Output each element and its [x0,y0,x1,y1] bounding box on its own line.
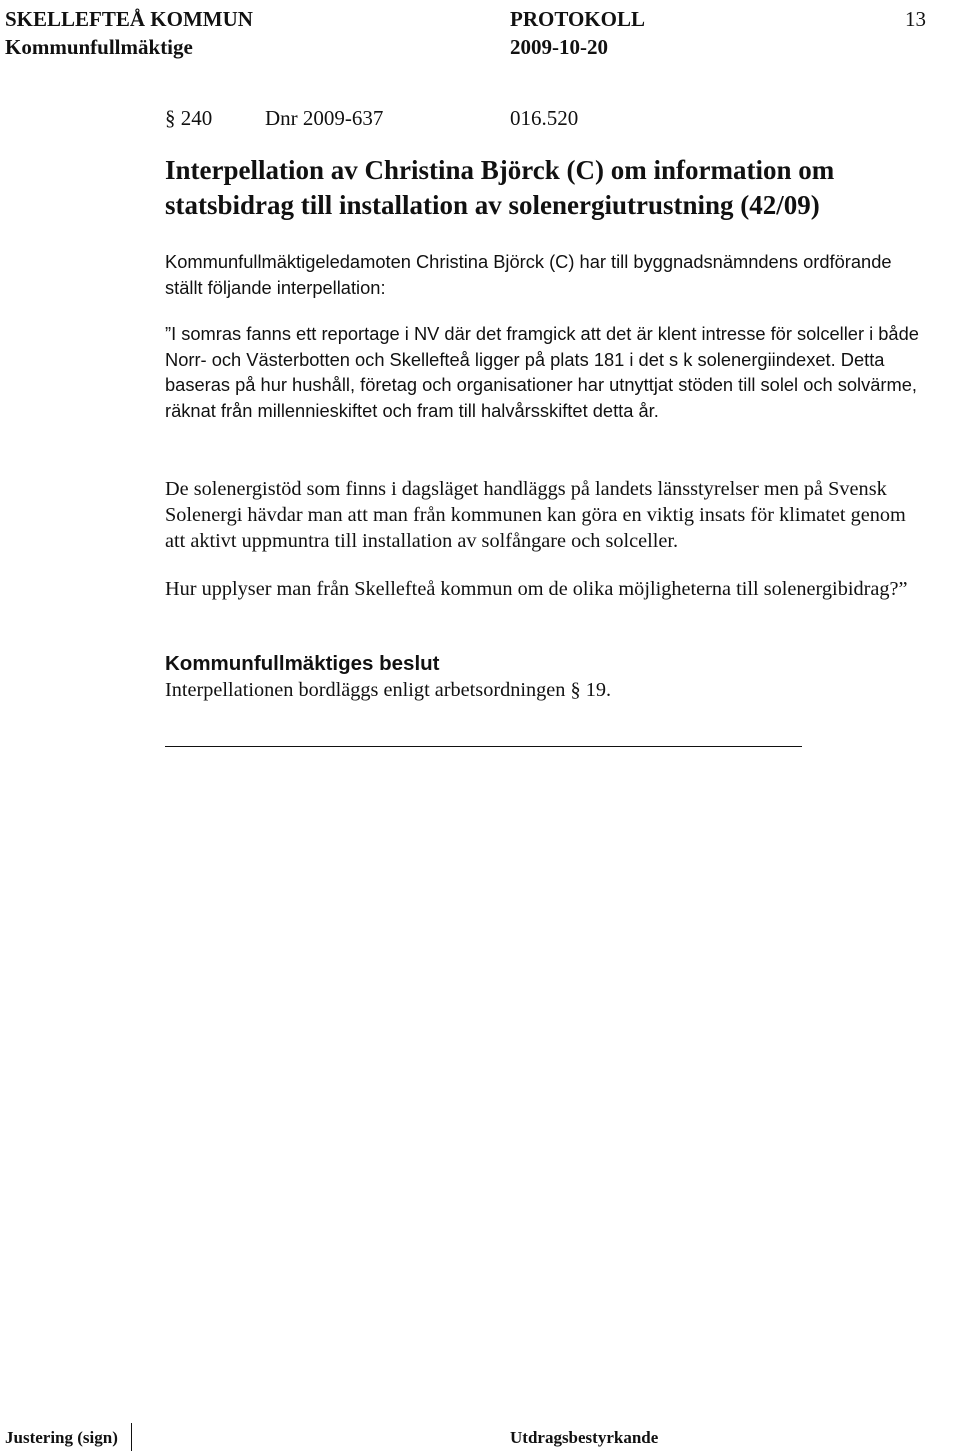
section-number: § 240 [165,106,213,130]
header-org: SKELLEFTEÅ KOMMUN [5,7,253,31]
header-doc-type: PROTOKOLL [510,7,645,31]
page-title: Interpellation av Christina Björck (C) om information om statsbidrag till installation av solenergiutrustning (42/09) [165,155,835,220]
page-number: 13 [905,7,926,31]
decision-text: Interpellationen bordläggs enligt arbetsordningen § 19. [165,679,612,701]
end-rule [165,746,802,747]
quote-paragraph-3: Hur upplyser man från Skellefteå kommun om de olika möjligheterna till solenergibidrag?” [165,578,908,600]
footer-justering: Justering (sign) [5,1428,118,1447]
header-right [905,5,926,33]
intro-paragraph: Kommunfullmäktigeledamoten Christina Björck (C) har till byggnadsnämndens ordförande ställt följande interpellation: [165,251,892,298]
header-middle [510,5,645,61]
footer-utdrag: Utdragsbestyrkande [510,1428,659,1447]
quote-paragraph-1: ”I somras fanns ett reportage i NV där det framgick att det är klent intresse för solceller i både Norr- och Västerbotten och Skellefteå ligger på plats 181 i det s k solenergiindexet. Detta baseras på hur hushåll, företag och organisationer har utnyttjat stöden till solel och solvärme, räknat från millennieskiftet och fram till halvårsskiftet detta år. [165,323,919,421]
section-dnr: Dnr 2009-637 [265,106,384,130]
header-left [5,5,253,61]
header-body: Kommunfullmäktige [5,35,193,59]
decision-heading: Kommunfullmäktiges beslut [165,652,440,675]
header-date: 2009-10-20 [510,35,608,59]
quote-paragraph-2: De solenergistöd som finns i dagsläget handläggs på landets länsstyrelser men på Svensk Solenergi hävdar man att man från kommunen kan göra en viktig insats för klimatet genom att aktivt uppmuntra till installation av solfångare och solceller. [165,478,906,552]
signature-box [131,1423,507,1451]
section-code: 016.520 [510,106,579,130]
section-line [165,106,578,131]
